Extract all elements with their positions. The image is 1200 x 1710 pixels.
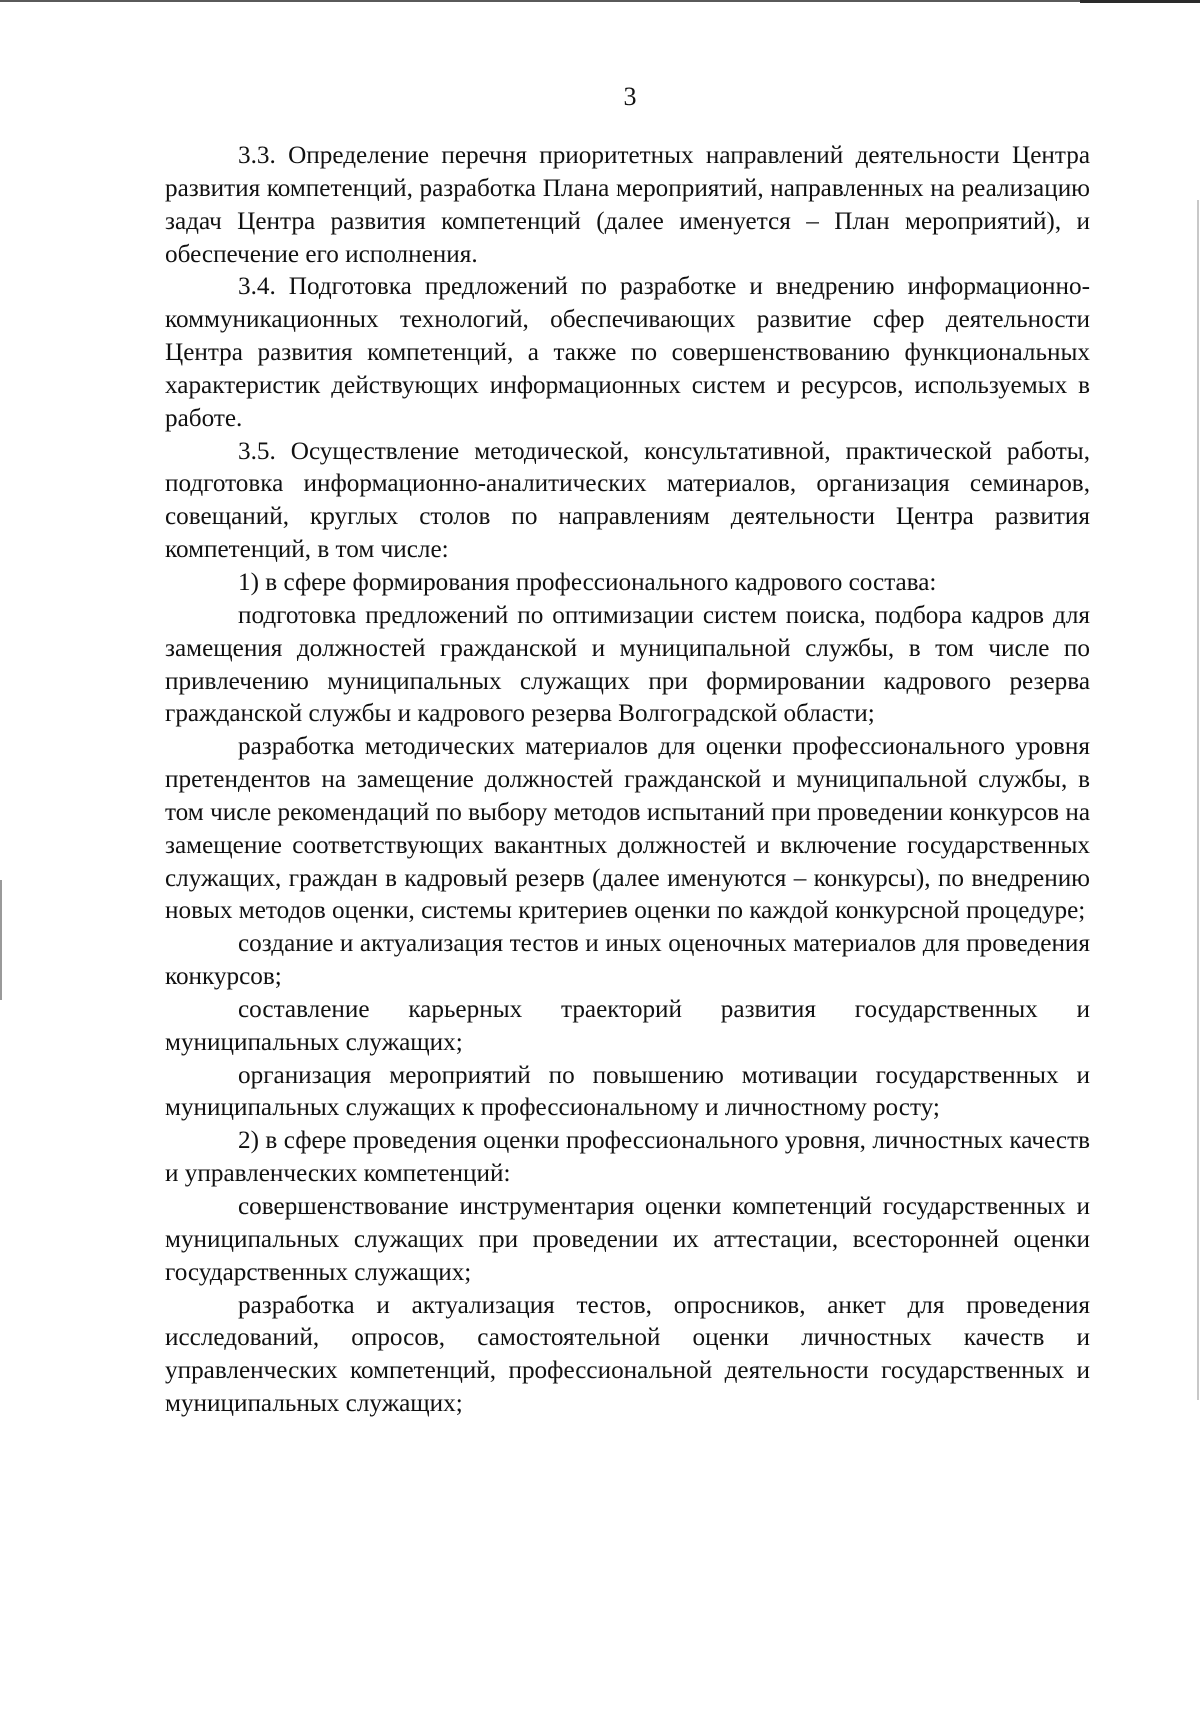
paragraph-motivation: организация мероприятий по повышению мотивации государственных и муниципальных служащих к профессиональному и личностному росту; bbox=[165, 1061, 1090, 1122]
paragraph-questionnaires: разработка и актуализация тестов, опросников, анкет для проведения исследований, опросов, самостоятельной оценки личностных качеств и управленческих компетенций, профессиональной деятельности государственных и муниципальных служащих; bbox=[165, 1291, 1090, 1418]
scan-border-top bbox=[0, 0, 1200, 2]
paragraph-3-3: 3.3. Определение перечня приоритетных направлений деятельности Центра развития компетенций, разработка Плана мероприятий, направленных на реализацию задач Центра развития компетенций (далее именуется – План мероприятий), и обеспечение его исполнения. bbox=[165, 142, 1090, 268]
paragraph-3-4: 3.4. Подготовка предложений по разработке и внедрению информационно-коммуникационных технологий, обеспечивающих развитие сфер деятельности Центра развития компетенций, а также по совершенствованию функциональных характеристик действующих информационных систем и ресурсов, используемых в работе. bbox=[165, 273, 1090, 432]
paragraph-item-1: 1) в сфере формирования профессионального кадрового состава: bbox=[238, 568, 937, 596]
paragraph-assessment-tools: совершенствование инструментария оценки компетенций государственных и муниципальных служащих при проведении их аттестации, всесторонней оценки государственных служащих; bbox=[165, 1193, 1090, 1286]
scan-border-right bbox=[1197, 200, 1199, 1400]
paragraph-item-2: 2) в сфере проведения оценки профессионального уровня, личностных качеств и управленческих компетенций: bbox=[165, 1127, 1090, 1188]
paragraph-career-paths: составление карьерных траекторий развития государственных и муниципальных служащих; bbox=[165, 995, 1090, 1056]
document-body bbox=[165, 140, 1090, 1421]
paragraph-recruitment: подготовка предложений по оптимизации систем поиска, подбора кадров для замещения должностей гражданской и муниципальной службы, в том числе по привлечению муниципальных служащих при формировании кадрового резерва гражданской службы и кадрового резерва Волгоградской области; bbox=[165, 601, 1090, 728]
scan-border-top-right bbox=[1080, 0, 1200, 3]
paragraph-methodical-materials: разработка методических материалов для оценки профессионального уровня претендентов на замещение должностей гражданской и муниципальной службы, в том числе рекомендаций по выбору методов испытаний при проведении конкурсов на замещение соответствующих вакантных должностей и включение государственных служащих, граждан в кадровый резерв (далее именуются – конкурсы), по внедрению новых методов оценки, системы критериев оценки по каждой конкурсной процедуре; bbox=[165, 733, 1090, 925]
scan-border-left bbox=[0, 880, 2, 1000]
paragraph-3-5: 3.5. Осуществление методической, консультативной, практической работы, подготовка информационно-аналитических материалов, организация семинаров, совещаний, круглых столов по направлениям деятельности Центра развития компетенций, в том числе: bbox=[165, 437, 1090, 564]
page-number: 3 bbox=[623, 82, 637, 111]
paragraph-tests: создание и актуализация тестов и иных оценочных материалов для проведения конкурсов; bbox=[165, 930, 1090, 991]
